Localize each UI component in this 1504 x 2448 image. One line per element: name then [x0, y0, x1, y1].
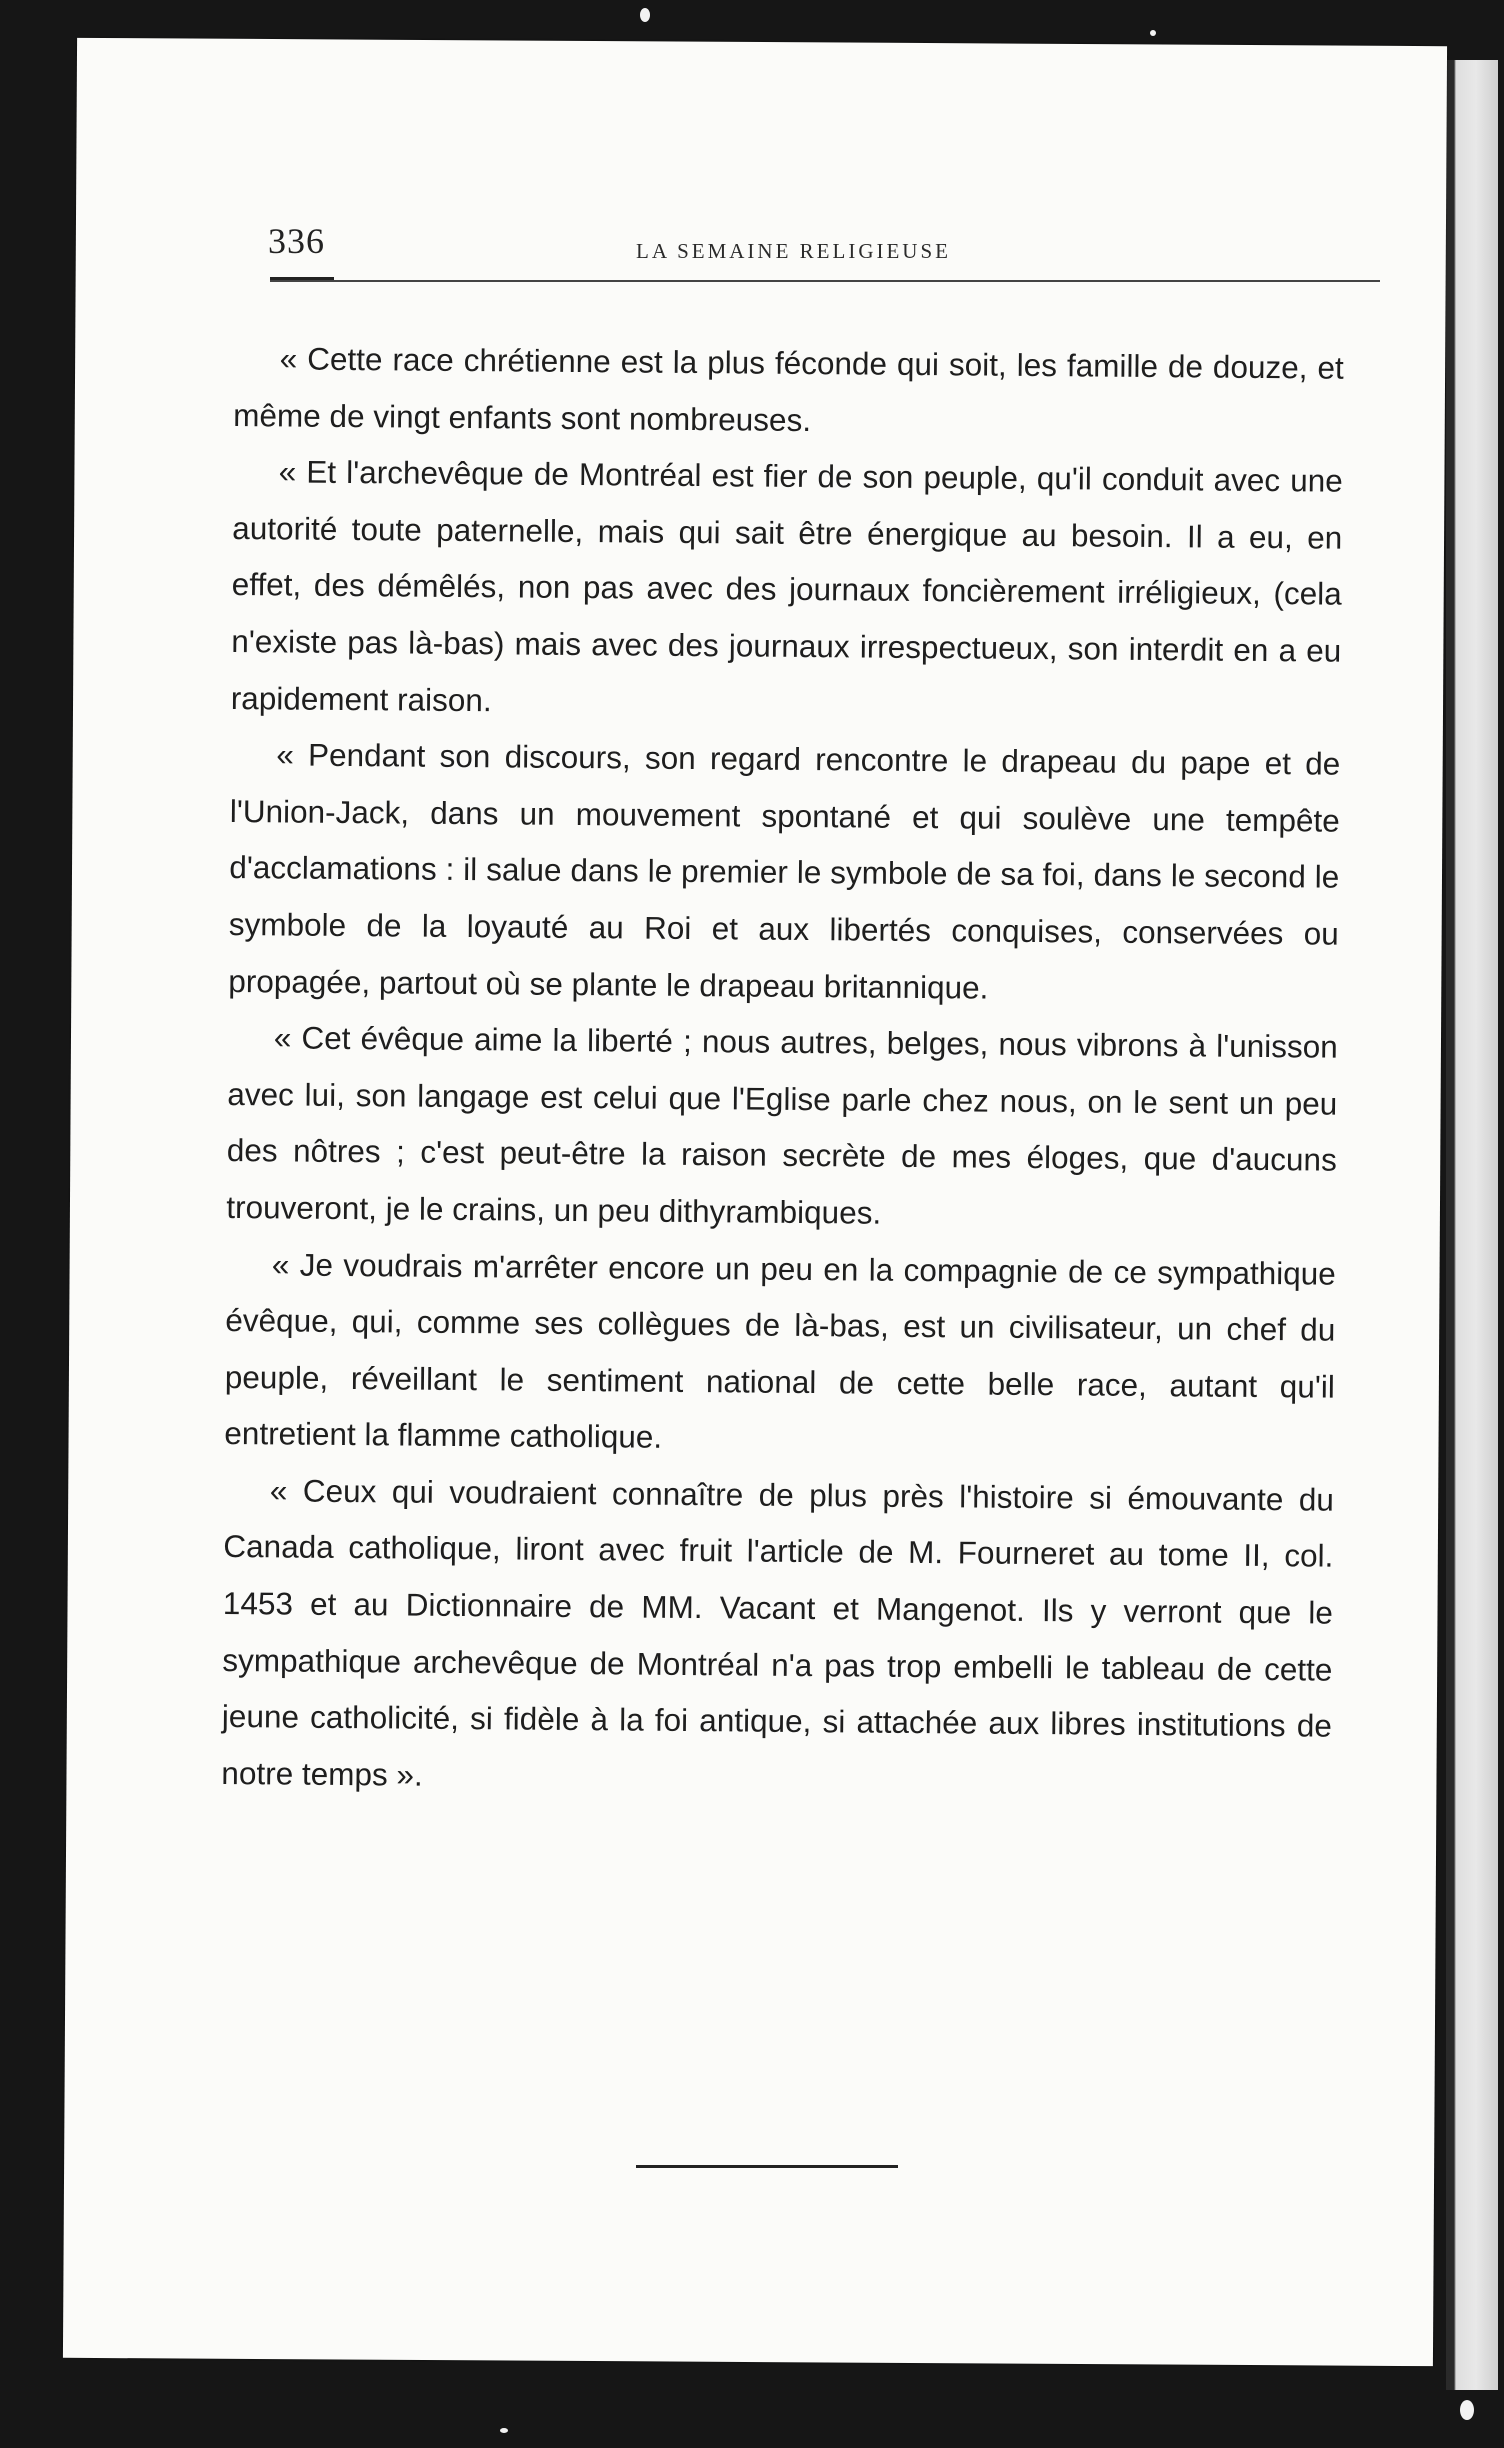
end-of-section-rule: [636, 2165, 898, 2168]
paragraph: « Pendant son discours, son regard rencontre le drapeau du pape et de l'Union-Jack, dans un mouvement spontané et qui soulève une tempête d'acclamations : il salue dans le premier le symbole de sa foi, dans le second le symbole de la loyauté au Roi et aux libertés conquises, conservées ou propagée, partout où se plante le drapeau britannique.: [228, 736, 1341, 1006]
page-number: 336: [268, 221, 325, 261]
paragraph: « Cette race chrétienne est la plus féconde qui soit, les famille de douze, et même de vingt enfants sont nombreuses.: [233, 340, 1344, 438]
adjacent-page-edge: [1446, 60, 1498, 2390]
body-text: [221, 330, 1344, 1811]
scan-speck: [1150, 30, 1156, 36]
page-header: [200, 176, 1380, 263]
header-rule: [270, 280, 1380, 282]
paragraph: « Ceux qui voudraient connaître de plus près l'histoire si émouvante du Canada catholique, liront avec fruit l'article de M. Fourneret au tome II, col. 1453 et au Dictionnaire de MM. Vacant et Mangenot. Ils y verront que le sympathique archevêque de Montréal n'a pas trop embelli le tableau de cette jeune catholicité, si fidèle à la foi antique, si attachée aux libres institutions de notre temps ».: [221, 1472, 1334, 1793]
running-title: LA SEMAINE RELIGIEUSE: [636, 239, 951, 263]
paragraph: « Et l'archevêque de Montréal est fier de son peuple, qu'il conduit avec une autorité toute paternelle, mais qui sait être énergique au besoin. Il a eu, en effet, des démêlés, non pas avec des journaux foncièrement irréligieux, (cela n'existe pas là-bas) mais avec des journaux irrespectueux, son interdit en a eu rapidement raison.: [230, 453, 1343, 718]
scan-speck: [640, 8, 650, 22]
scan-speck: [1460, 2400, 1474, 2420]
paragraph: « Je voudrais m'arrêter encore un peu en la compagnie de ce sympathique évêque, qui, comme ses collègues de là-bas, est un civilisateur, un chef du peuple, réveillant le sentiment national de cette belle race, autant qu'il entretient la flamme catholique.: [224, 1245, 1336, 1456]
paragraph: « Cet évêque aime la liberté ; nous autres, belges, nous vibrons à l'unisson avec lui, son langage est celui que l'Eglise parle chez nous, on le sent un peu des nôtres ; c'est peut-être la raison secrète de mes éloges, que d'aucuns trouveront, je le crains, un peu dithyrambiques.: [226, 1019, 1338, 1231]
scan-speck: [500, 2428, 508, 2433]
